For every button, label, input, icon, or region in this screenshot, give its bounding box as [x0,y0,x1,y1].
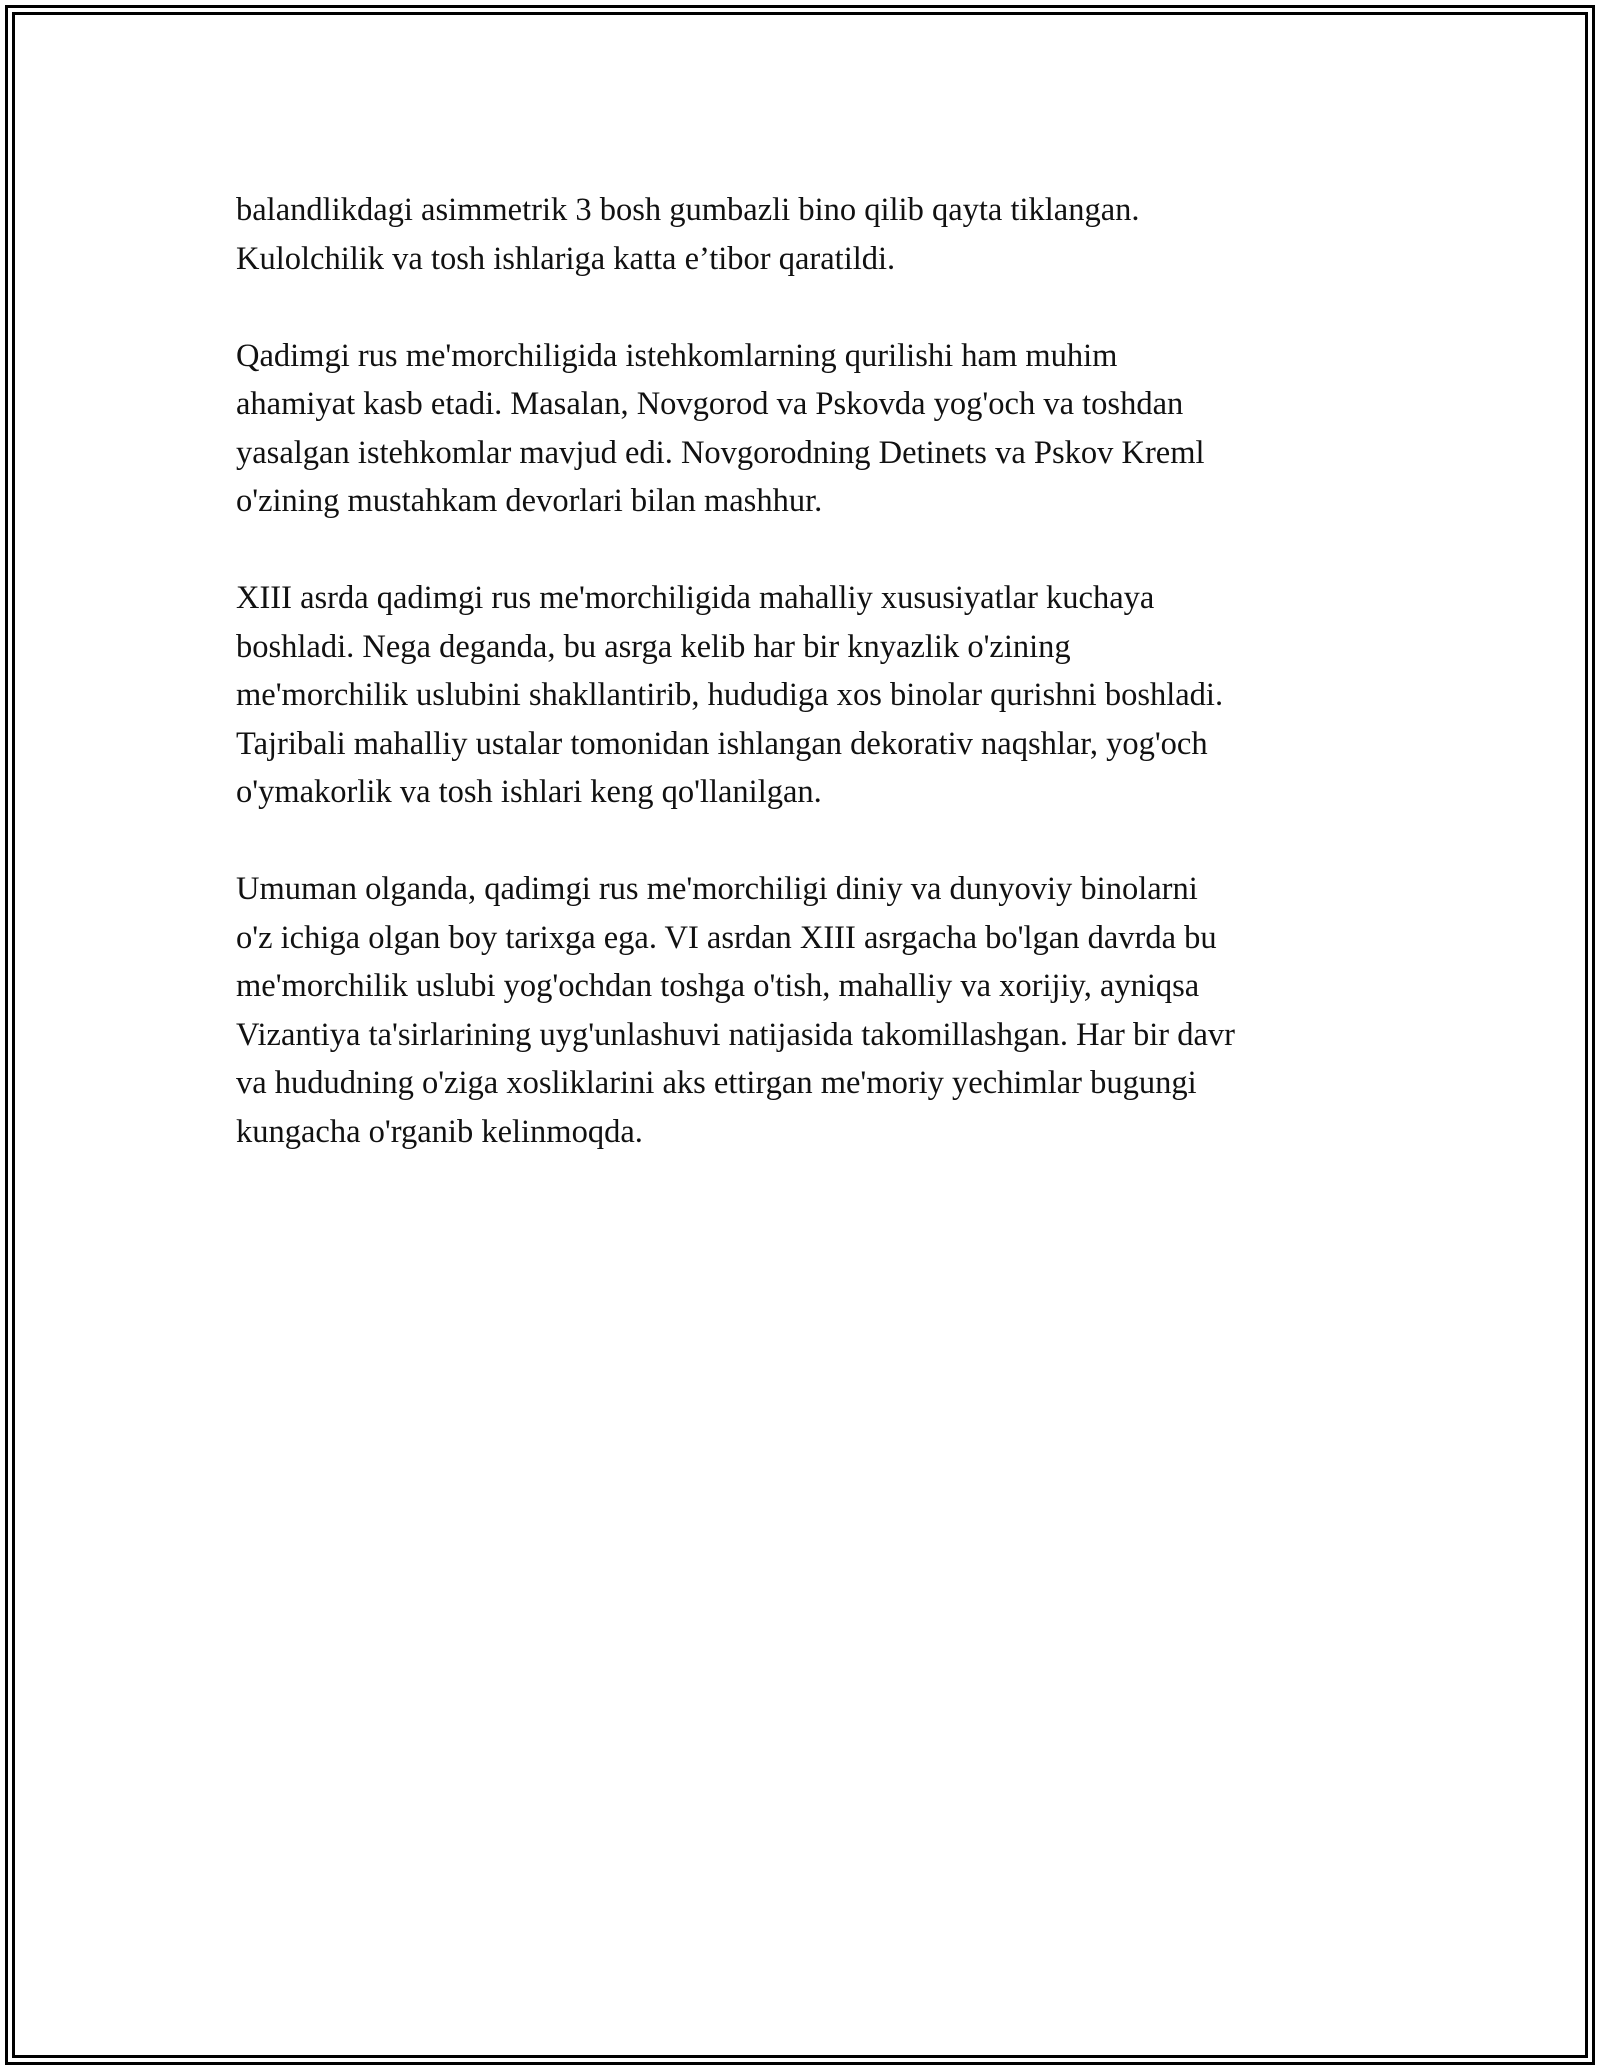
paragraph-1 [236,186,1376,283]
paragraph-4 [236,865,1376,1156]
text-line: boshladi. Nega deganda, bu asrga kelib har bir knyazlik o'zining [236,628,1071,665]
text-line: va hududning o'ziga xosliklarini aks ettirgan me'moriy yechimlar bugungi [236,1065,1197,1101]
text-line: Umuman olganda, qadimgi rus me'morchiligi diniy va dunyoviy binolarni [236,871,1198,907]
text-line: o'z ichiga olgan boy tarixga ega. VI asrdan XIII asrgacha bo'lgan davrda bu [236,919,1217,956]
text-line: me'morchilik uslubini shakllantirib, hududiga xos binolar qurishni boshladi. [236,677,1224,713]
text-line: Kulolchilik va tosh ishlariga katta e’tibor qaratildi. [236,240,896,277]
text-line: o'ymakorlik va tosh ishlari keng qo'llanilgan. [236,774,822,810]
text-line: ahamiyat kasb etadi. Masalan, Novgorod va Pskovda yog'och va toshdan [236,386,1184,422]
text-line: Qadimgi rus me'morchiligida istehkomlarning qurilishi ham muhim [236,337,1118,374]
paragraph-2 [236,332,1376,526]
text-line: o'zining mustahkam devorlari bilan mashhur. [236,483,823,519]
text-line: me'morchilik uslubi yog'ochdan toshga o'tish, mahalliy va xorijiy, ayniqsa [236,968,1200,1004]
text-line: yasalgan istehkomlar mavjud edi. Novgorodning Detinets va Pskov Kreml [236,434,1205,471]
document-body [236,186,1376,1205]
text-line: kungacha o'rganib kelinmoqda. [236,1113,643,1150]
text-line: Vizantiya ta'sirlarining uyg'unlashuvi natijasida takomillashgan. Har bir davr [236,1016,1235,1053]
text-line: balandlikdagi asimmetrik 3 bosh gumbazli bino qilib qayta tiklangan. [236,192,1140,228]
paragraph-3 [236,574,1376,817]
text-line: XIII asrda qadimgi rus me'morchiligida mahalliy xususiyatlar kuchaya [236,580,1155,616]
text-line: Tajribali mahalliy ustalar tomonidan ishlangan dekorativ naqshlar, yog'och [236,725,1208,762]
